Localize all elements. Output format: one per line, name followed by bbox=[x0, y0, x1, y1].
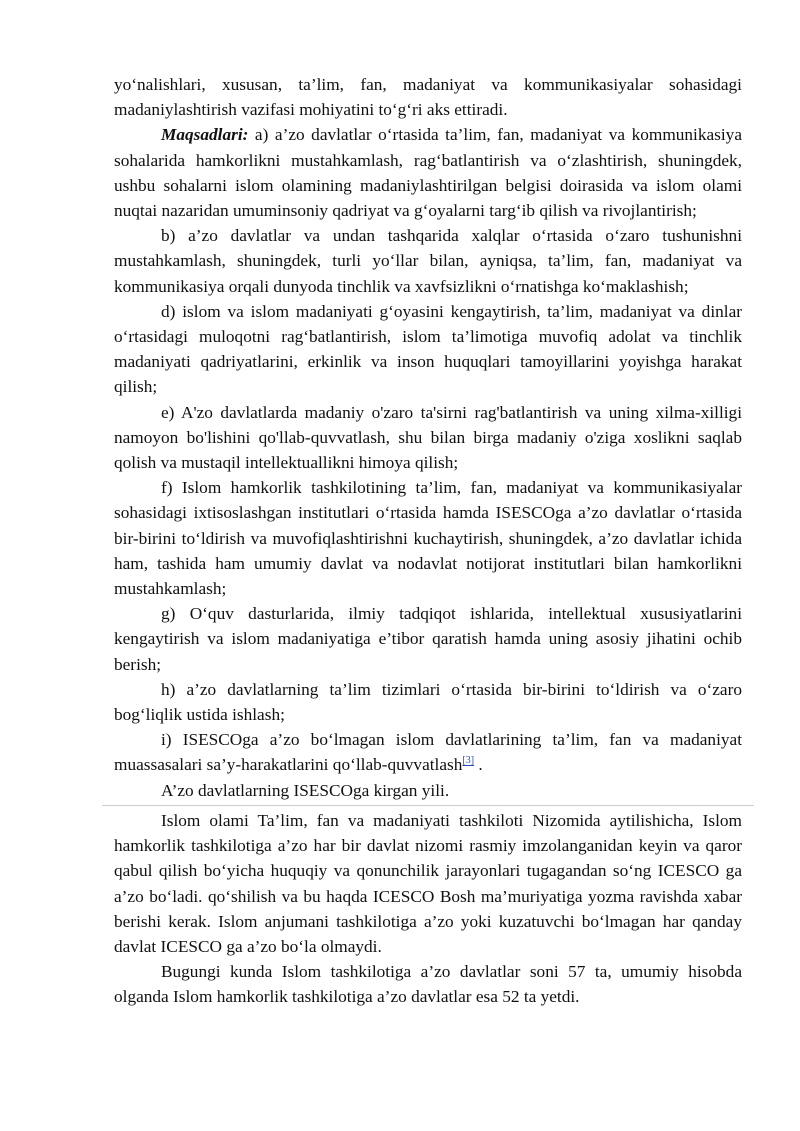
document-page bbox=[114, 72, 742, 1010]
charter-paragraph: Islom olami Ta’lim, fan va madaniyati tashkiloti Nizomida aytilishicha, Islom hamkorlik tashkilotiga a’zo har bir davlat nizomi rasmiy imzolanganidan keyin va qaror qabul qilish bo‘yicha huquqiy va qonunchilik jarayonlari tugagandan so‘ng ICESCO ga a’zo bo‘ladi. qo‘shilish va bu haqda ICESCO Bosh ma’muriyatiga yozma ravishda xabar berishi kerak. Islom anjumani tashkilotiga a’zo yoki kuzatuvchi bo‘lmagan har qanday davlat ICESCO ga a’zo bo‘la olmaydi. bbox=[114, 810, 742, 956]
section-divider bbox=[102, 805, 754, 806]
goal-g-paragraph: g) O‘quv dasturlarida, ilmiy tadqiqot ishlarida, intellektual xususiyatlarini kengaytirish va islom madaniyatiga e’tibor qaratish hamda uning asosiy jihatini ochib berish; bbox=[114, 604, 742, 674]
footnote-link[interactable]: [3] bbox=[462, 755, 475, 767]
goal-f-paragraph: f) Islom hamkorlik tashkilotining ta’lim, fan, madaniyat va kommunikasiyalar sohasidagi ixtisoslashgan institutlari o‘rtasida hamda ISESCOga a’zo davlatlar o‘rtasida bir-birini to‘ldirish va muvofiqlashtirishni kuchaytirish, shuningdek, a’zo davlatlar ichida ham, tashida ham umumiy davlat va nodavlat notijorat institutlari bilan hamkorlikni mustahkamlash; bbox=[114, 478, 742, 599]
goal-e-paragraph: e) A'zo davlatlarda madaniy o'zaro ta'sirni rag'batlantirish va uning xilma-xilligi namoyon bo'lishini qo'llab-quvvatlash, shu bilan birga madaniy o'ziga xoslikni saqlab qolish va mustaqil intellektuallikni himoya qilish; bbox=[114, 402, 742, 473]
goals-lead: Maqsadlari: bbox=[161, 125, 249, 145]
goals-paragraph-a bbox=[114, 122, 742, 223]
goal-h-paragraph: h) a’zo davlatlarning ta’lim tizimlari o‘rtasida bir-birini to‘ldirish va o‘zaro bog‘liqlik ustida ishlash; bbox=[114, 679, 742, 725]
goal-a-text: a) a’zo davlatlar o‘rtasida ta’lim, fan, madaniyat va kommunikasiya sohalarida hamkorlikni mustahkamlash, rag‘batlantirish va o‘zlashtirish, shuningdek, ushbu sohalarni islom olamining madaniylashtirilgan belgisi doirasida va islom olami nuqtai nazaridan umuminsoniy qadriyat va g‘oyalarni targ‘ib qilish va rivojlantirish; bbox=[114, 125, 742, 221]
goal-i-text: i) ISESCOga a’zo bo‘lmagan islom davlatlarining ta’lim, fan va madaniyat muassasalari sa’y-harakatlarini qo‘llab-quvvatlash bbox=[114, 730, 742, 775]
intro-paragraph: yo‘nalishlari, xususan, ta’lim, fan, madaniyat va kommunikasiyalar sohasidagi madaniylashtirish vazifasi mohiyatini to‘g‘ri aks ettiradi. bbox=[114, 75, 742, 120]
goal-i-end: . bbox=[474, 755, 483, 775]
goal-i-paragraph bbox=[114, 727, 742, 777]
goal-b-paragraph: b) a’zo davlatlar va undan tashqarida xalqlar o‘rtasida o‘zaro tushunishni mustahkamlash, shuningdek, turli yo‘llar bilan, ayniqsa, ta’lim, fan, madaniyat va kommunikasiya orqali dunyoda tinchlik va xavfsizlikni o‘rnatishga ko‘maklashish; bbox=[114, 226, 742, 296]
goal-d-paragraph: d) islom va islom madaniyati g‘oyasini kengaytirish, ta’lim, madaniyat va dinlar o‘rtasidagi muloqotni rag‘batlantirish, islom ta’limotiga muvofiq adolat va tinchlik madaniyati qadriyatlarini, erkinlik va inson huquqlari tamoyillarini yoyishga harakat qilish; bbox=[114, 301, 742, 397]
membership-heading: A’zo davlatlarning ISESCOga kirgan yili. bbox=[161, 780, 450, 800]
today-paragraph: Bugungi kunda Islom tashkilotiga a’zo davlatlar soni 57 ta, umumiy hisobda olganda Islom hamkorlik tashkilotiga a’zo davlatlar esa 52 ta yetdi. bbox=[114, 962, 742, 1007]
